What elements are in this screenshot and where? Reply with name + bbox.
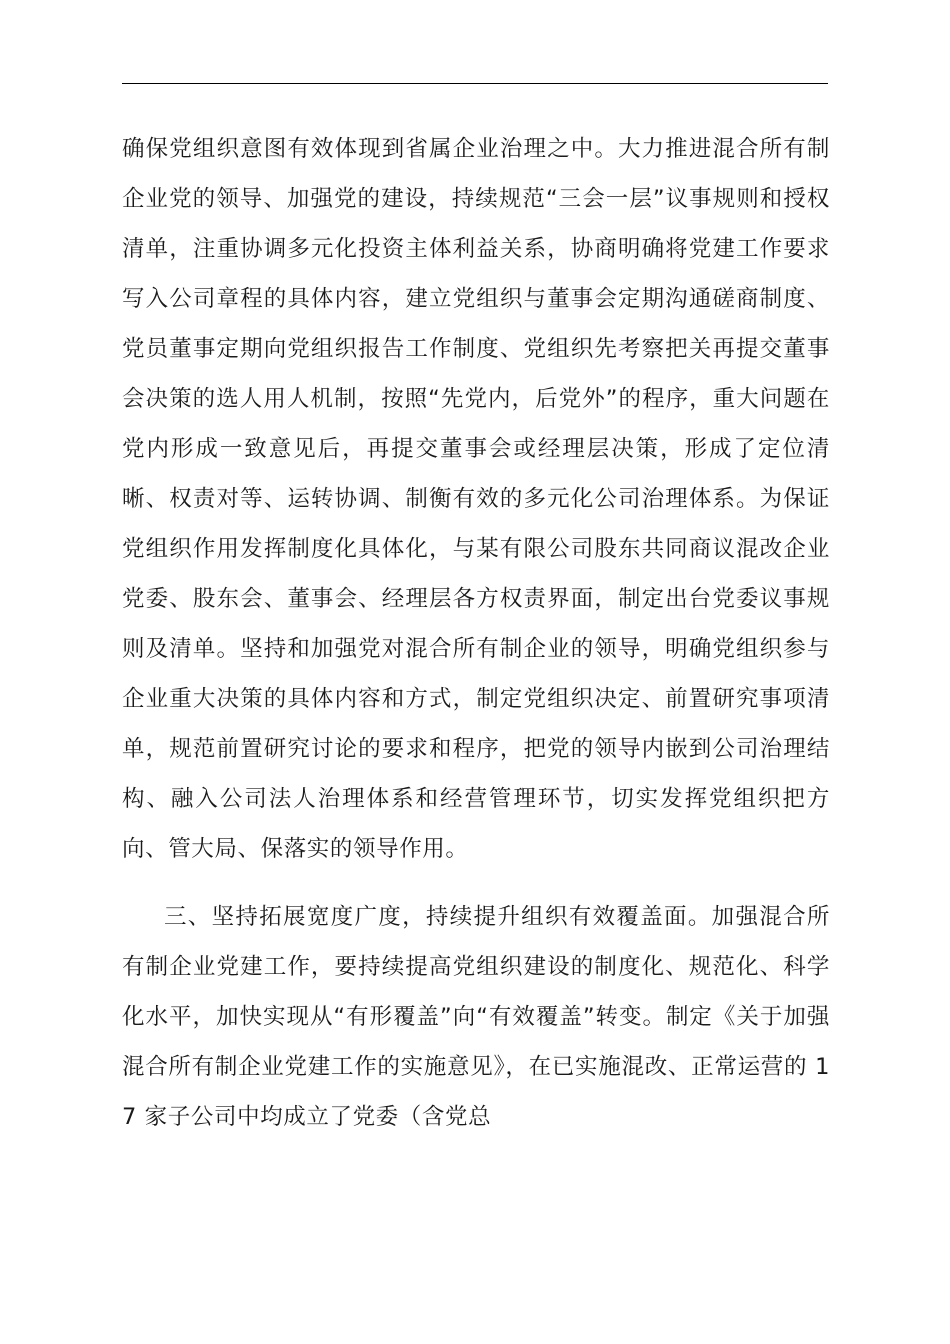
- paragraph-coverage: 三、坚持拓展宽度广度，持续提升组织有效覆盖面。加强混合所有制企业党建工作，要持续提高党组织建设的制度化、规范化、科学化水平，加快实现从“有形覆盖”向“有效覆盖”转变。制定《关于加强混合所有制企业党建工作的实施意见》，在已实施混改、正常运营的 17 家子公司中均成立了党委（含党总: [122, 904, 830, 1130]
- header-rule: [122, 83, 828, 84]
- paragraph-gap: [122, 874, 830, 892]
- paragraph-governance: 确保党组织意图有效体现到省属企业治理之中。大力推进混合所有制企业党的领导、加强党的建设，持续规范“三会一层”议事规则和授权清单，注重协调多元化投资主体利益关系，协商明确将党建工作要求写入公司章程的具体内容，建立党组织与董事会定期沟通磋商制度、党员董事定期向党组织报告工作制度、党组织先考察把关再提交董事会决策的选人用人机制，按照“先党内，后党外”的程序，重大问题在党内形成一致意见后，再提交董事会或经理层决策，形成了定位清晰、权责对等、运转协调、制衡有效的多元化公司治理体系。为保证党组织作用发挥制度化具体化，与某有限公司股东共同商议混改企业党委、股东会、董事会、经理层各方权责界面，制定出台党委议事规则及清单。坚持和加强党对混合所有制企业的领导，明确党组织参与企业重大决策的具体内容和方式，制定党组织决定、前置研究事项清单，规范前置研究讨论的要求和程序，把党的领导内嵌到公司治理结构、融入公司法人治理体系和经营管理环节，切实发挥党组织把方向、管大局、保落实的领导作用。: [122, 136, 830, 862]
- document-body: [122, 124, 830, 1142]
